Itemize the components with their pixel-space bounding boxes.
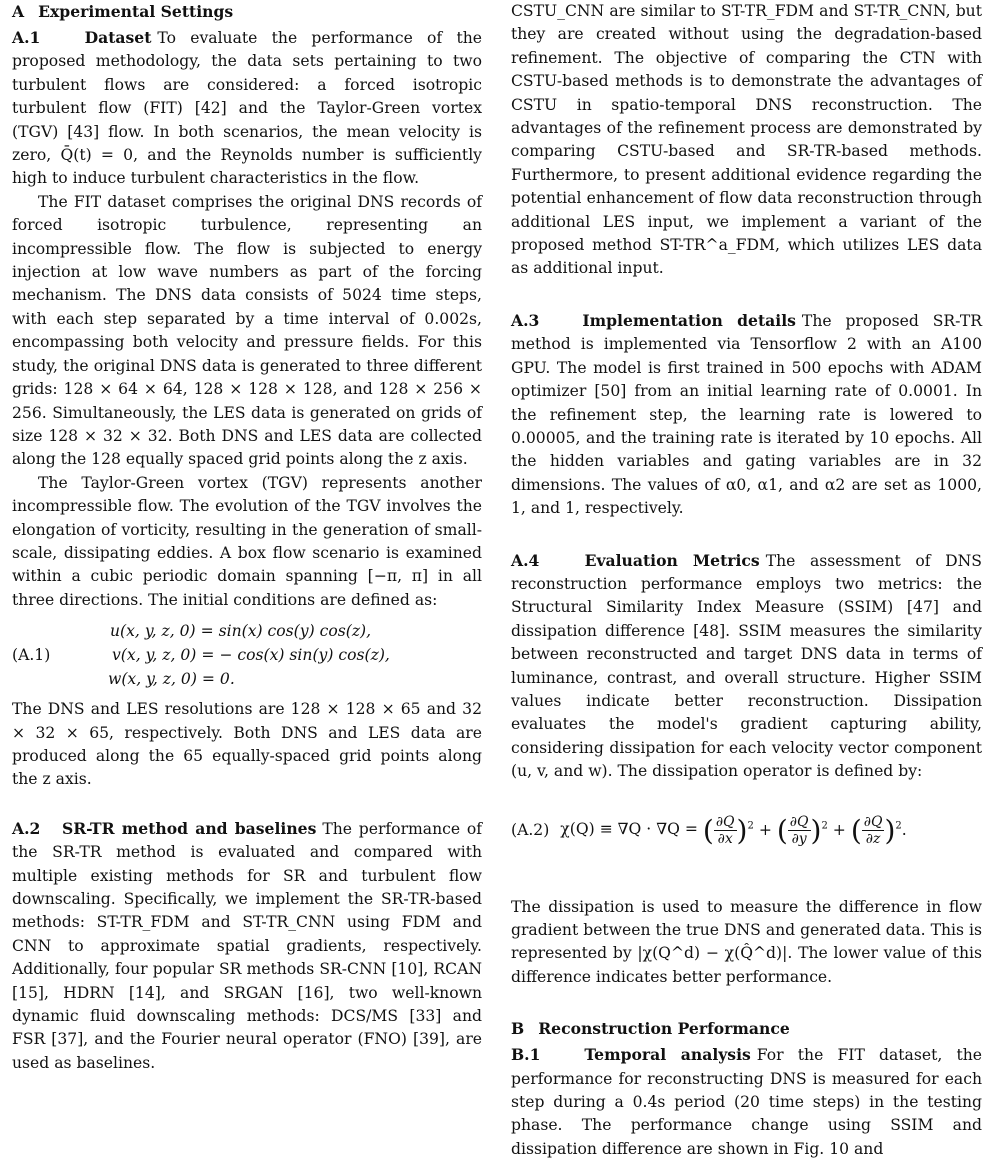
a1-paragraph-1: A.1 Dataset To evaluate the performance of the proposed methodology, the data sets pertaining to two turbulent flows are considered: a forced isotropic turbulent flow (FIT) [42] and the Taylor-Green vortex (TGV) [43] flow. In both scenarios, the mean velocity is zero, Q̄(t) = 0, and the Reynolds number is sufficiently high to induce turbulent characteristics in the flow. (12, 28, 482, 188)
equation-a2-fraction-x: $\frac{\partial Q}{\partial x}$ (715, 813, 735, 847)
equation-a1-w: w(x, y, z, 0) = 0. (108, 670, 235, 689)
equation-a1 (12, 618, 482, 690)
a1-paragraph-2: The FIT dataset comprises the original DNS records of forced isotropic turbulence, representing an incompressible flow. The flow is subjected to energy injection at low wave numbers as part of the forcing mechanism. The DNS data consists of 5024 time steps, with each step separated by a time interval of 0.002s, encompassing both velocity and pressure fields. For this study, the original DNS data is generated to three different grids: 128 × 64 × 64, 128 × 128 × 128, and 128 × 256 × 256. Simultaneously, the LES data is generated on grids of size 128 × 32 × 32. Both DNS and LES data are collected along the 128 equally spaced grid points along the z axis. (12, 192, 482, 469)
a4-heading: A.4 Evaluation Metrics (511, 550, 760, 570)
equation-a1-v: v(x, y, z, 0) = − cos(x) sin(y) cos(z), (112, 646, 390, 665)
a3-heading: A.3 Implementation details (511, 310, 796, 330)
a4-paragraph-2: The dissipation is used to measure the difference in flow gradient between the true DNS and generated data. This is represented by |χ(Q^d) − χ(Q̂^d)|. The lower value of this difference indicates better performance. (511, 897, 982, 986)
section-b-heading: B Reconstruction Performance (511, 1019, 790, 1039)
a1-heading: A.1 Dataset (12, 28, 152, 47)
a2-heading: A.2 SR-TR method and baselines (12, 818, 317, 838)
equation-a2-fraction-y: $\frac{\partial Q}{\partial y}$ (789, 813, 809, 847)
equation-a2-paren: ( (702, 813, 714, 847)
right-column (511, 0, 982, 1161)
a1-paragraph-3: The Taylor-Green vortex (TGV) represents another incompressible flow. The evolution of the TGV involves the elongation of vorticity, resulting in the generation of small-scale, dissipating eddies. A box flow scenario is examined within a cubic periodic domain spanning [−π, π] in all three directions. The initial conditions are defined as: (12, 473, 482, 609)
b1-heading: B.1 Temporal analysis (511, 1045, 751, 1065)
equation-a2-fraction-z: $\frac{\partial Q}{\partial z}$ (863, 813, 883, 847)
left-column (12, 0, 482, 1075)
a2-paragraph-2: CSTU_CNN are similar to ST-TR_FDM and ST-TR_CNN, but they are created without using the degradation-based refinement. The objective of comparing the CTN with CSTU-based methods is to demonstrate the advantages of CSTU in spatio-temporal DNS reconstruction. The advantages of the refinement process are demonstrated by comparing CSTU-based and SR-TR-based methods. Furthermore, to present additional evidence regarding the potential enhancement of flow data reconstruction through additional LES input, we implement a variant of the proposed method ST-TR^a_FDM, which utilizes LES data as additional input. (511, 2, 982, 278)
equation-a2-lhs: χ(Q) ≡ ∇Q · ∇Q = (560, 820, 698, 839)
section-a-heading: A Experimental Settings (12, 2, 234, 21)
equation-a2: (A.2) χ(Q) ≡ ∇Q · ∇Q = ( $\frac{\partial Q}{\partial x}$ )$^2$ + ( $\frac{\partial Q}{\partial y}$ )$^2$ + ( $\frac{\partial Q}{\partial z}$ )$^2$. (511, 813, 907, 847)
a4-paragraph-1: A.4 Evaluation Metrics The assessment of DNS reconstruction performance employs two metrics: the Structural Similarity Index Measure (SSIM) [47] and dissipation difference [48]. SSIM measures the similarity between reconstructed and target DNS data in terms of luminance, contrast, and overall structure. Higher SSIM values indicate better reconstruction. Dissipation evaluates the model's gradient capturing ability, considering dissipation for each velocity vector component (u, v, and w). The dissipation operator is defined by: (511, 550, 982, 781)
a2-paragraph-1: A.2 SR-TR method and baselines The performance of the SR-TR method is evaluated and compared with multiple existing methods for SR and turbulent flow downscaling. Specifically, we implement the SR-TR-based methods: ST-TR_FDM and ST-TR_CNN using FDM and CNN to approximate spatial gradients, respectively. Additionally, four popular SR methods SR-CNN [10], RCAN [15], HDRN [14], and SRGAN [16], two well-known dynamic fluid downscaling methods: DCS/MS [33] and FSR [37], and the Fourier neural operator (FNO) [39], are used as baselines. (12, 818, 482, 1072)
b1-paragraph-1: B.1 Temporal analysis For the FIT dataset, the performance for reconstructing DNS is measured for each step during a 0.4s period (20 time steps) in the testing phase. The performance change using SSIM and dissipation difference are shown in Fig. 10 and (511, 1045, 982, 1158)
equation-a1-tag: (A.1) (12, 646, 51, 665)
a1-paragraph-4: The DNS and LES resolutions are 128 × 128 × 65 and 32 × 32 × 65, respectively. Both DNS and LES data are produced along the 65 equally-spaced grid points along the z axis. (12, 700, 482, 789)
equation-a2-tag: (A.2) (511, 820, 550, 839)
equation-a1-u: u(x, y, z, 0) = sin(x) cos(y) cos(z), (110, 622, 372, 641)
a3-paragraph-1: A.3 Implementation details The proposed SR-TR method is implemented via Tensorflow 2 with an A100 GPU. The model is first trained in 500 epochs with ADAM optimizer [50] from an initial learning rate of 0.0001. In the refinement step, the learning rate is lowered to 0.00005, and the training rate is iterated by 10 epochs. All the hidden variables and gating variables are in 32 dimensions. The values of α0, α1, and α2 are set as 1000, 1, and 1, respectively. (511, 310, 982, 518)
